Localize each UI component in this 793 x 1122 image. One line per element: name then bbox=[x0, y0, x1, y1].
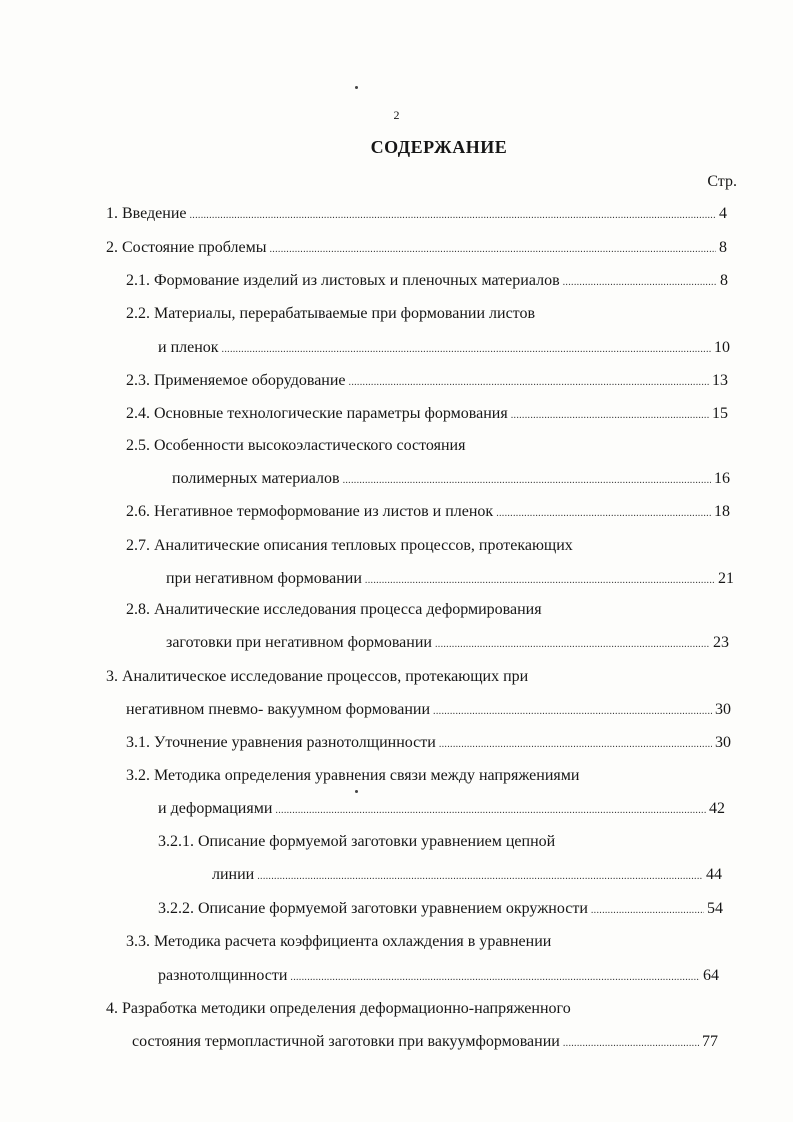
toc-entry-number: 2.3. bbox=[126, 372, 150, 389]
toc-entry-first-line bbox=[106, 665, 528, 689]
toc-entry-text: Особенности высокоэластического состояния bbox=[154, 437, 466, 454]
toc-entry-page: 30 bbox=[715, 734, 731, 751]
toc-entry-text: Материалы, перерабатываемые при формовании листов bbox=[154, 305, 535, 322]
toc-entry-number: 2. bbox=[106, 239, 118, 256]
dot-leader bbox=[563, 1032, 699, 1054]
dot-leader bbox=[591, 899, 704, 921]
toc-entry-text-cont: разнотолщинности bbox=[158, 967, 288, 984]
toc-entry-continuation bbox=[166, 631, 729, 655]
scan-speck bbox=[355, 86, 358, 89]
toc-entry bbox=[126, 269, 728, 293]
dot-leader bbox=[257, 865, 703, 887]
toc-entry-number: 2.2. bbox=[126, 305, 150, 322]
toc-entry bbox=[126, 731, 731, 755]
toc-entry-page: 4 bbox=[719, 205, 727, 222]
toc-entry-page: 18 bbox=[714, 503, 730, 520]
toc-entry bbox=[126, 500, 730, 524]
toc-entry-number: 3.1. bbox=[126, 734, 150, 751]
toc-entry-text: Аналитические описания тепловых процессов, протекающих bbox=[154, 537, 573, 554]
toc-entry-number: 2.8. bbox=[126, 601, 150, 618]
toc-entry-number: 2.1. bbox=[126, 272, 150, 289]
toc-entry-text: Аналитические исследования процесса деформирования bbox=[154, 601, 542, 618]
toc-entry-number: 4. bbox=[106, 1000, 118, 1017]
toc-entry-text: Уточнение уравнения разнотолщинности bbox=[154, 734, 436, 751]
dot-leader bbox=[275, 799, 706, 821]
toc-entry-continuation bbox=[126, 698, 731, 722]
toc-entry-text: Введение bbox=[122, 205, 187, 222]
scan-speck bbox=[355, 790, 358, 793]
dot-leader bbox=[365, 569, 715, 591]
toc-entry-first-line bbox=[126, 434, 465, 458]
page-column-header: Стр. bbox=[707, 173, 737, 190]
toc-entry-page: 21 bbox=[718, 570, 734, 587]
dot-leader bbox=[439, 733, 712, 755]
toc-entry-page: 8 bbox=[719, 239, 727, 256]
toc-entry-text-cont: заготовки при негативном формовании bbox=[166, 634, 432, 651]
toc-entry-continuation bbox=[132, 1030, 718, 1054]
toc-entry-text: Описание формуемой заготовки уравнением окружности bbox=[198, 900, 588, 917]
toc-entry-number: 1. bbox=[106, 205, 118, 222]
toc-entry-text: Аналитическое исследование процессов, протекающих при bbox=[122, 668, 529, 685]
toc-entry-continuation bbox=[158, 336, 730, 360]
toc-entry-number: 2.7. bbox=[126, 537, 150, 554]
toc-entry-page: 30 bbox=[715, 701, 731, 718]
toc-entry-continuation bbox=[212, 863, 722, 887]
toc-entry-continuation bbox=[158, 797, 725, 821]
toc-entry-number: 3. bbox=[106, 668, 118, 685]
toc-entry-text-cont: состояния термопластичной заготовки при вакуумформовании bbox=[132, 1033, 560, 1050]
dot-leader bbox=[433, 700, 712, 722]
dot-leader bbox=[290, 966, 700, 988]
toc-entry-page: 8 bbox=[720, 272, 728, 289]
toc-entry-text-cont: и пленок bbox=[158, 339, 219, 356]
toc-entry-number: 2.4. bbox=[126, 405, 150, 422]
toc-entry-first-line bbox=[158, 830, 555, 854]
toc-entry-text: Основные технологические параметры формования bbox=[154, 405, 508, 422]
dot-leader bbox=[496, 502, 711, 524]
toc-entry bbox=[126, 402, 728, 426]
toc-entry-page: 54 bbox=[707, 900, 723, 917]
toc-entry-text-cont: негативном пневмо- вакуумном формовании bbox=[126, 701, 431, 718]
toc-entry bbox=[106, 236, 727, 260]
dot-leader bbox=[511, 404, 709, 426]
toc-entry-first-line bbox=[126, 534, 573, 558]
toc-entry-page: 77 bbox=[702, 1033, 718, 1050]
toc-entry-number: 3.2.2. bbox=[158, 900, 194, 917]
toc-entry-page: 42 bbox=[709, 800, 725, 817]
page-number: 2 bbox=[393, 108, 400, 122]
toc-entry-text: Описание формуемой заготовки уравнением цепной bbox=[198, 833, 556, 850]
dot-leader bbox=[270, 238, 717, 260]
toc-entry-text: Методика расчета коэффициента охлаждения в уравнении bbox=[154, 933, 552, 950]
toc-entry-first-line bbox=[126, 598, 542, 622]
toc-entry bbox=[158, 897, 723, 921]
toc-entry-first-line bbox=[126, 930, 551, 954]
toc-entry-number: 3.2. bbox=[126, 767, 150, 784]
toc-entry-text-cont: полимерных материалов bbox=[172, 470, 340, 487]
toc-entry-continuation bbox=[172, 467, 730, 491]
toc-entry-text: Разработка методики определения деформационно-напряженного bbox=[122, 1000, 571, 1017]
toc-entry-page: 13 bbox=[712, 372, 728, 389]
toc-entry-continuation bbox=[166, 567, 734, 591]
toc-entry-page: 64 bbox=[703, 967, 719, 984]
dot-leader bbox=[349, 371, 709, 393]
toc-entry-page: 23 bbox=[713, 634, 729, 651]
dot-leader bbox=[222, 338, 711, 360]
toc-entry-first-line bbox=[106, 997, 571, 1021]
toc-entry-text: Формование изделий из листовых и пленочных материалов bbox=[154, 272, 560, 289]
dot-leader bbox=[435, 633, 710, 655]
toc-entry-number: 2.6. bbox=[126, 503, 150, 520]
toc-entry-page: 16 bbox=[714, 470, 730, 487]
toc-entry-first-line bbox=[126, 302, 535, 326]
toc-entry-page: 10 bbox=[714, 339, 730, 356]
dot-leader bbox=[343, 469, 711, 491]
toc-entry-text: Состояние проблемы bbox=[122, 239, 267, 256]
toc-entry bbox=[106, 202, 727, 226]
dot-leader bbox=[190, 204, 717, 226]
toc-entry-number: 2.5. bbox=[126, 437, 150, 454]
toc-entry-number: 3.3. bbox=[126, 933, 150, 950]
toc-entry-number: 3.2.1. bbox=[158, 833, 194, 850]
page-title: СОДЕРЖАНИЕ bbox=[370, 137, 508, 157]
toc-entry-first-line bbox=[126, 764, 579, 788]
toc-entry-text: Применяемое оборудование bbox=[154, 372, 346, 389]
toc-entry bbox=[126, 369, 728, 393]
toc-entry-page: 44 bbox=[706, 866, 722, 883]
toc-entry-text: Методика определения уравнения связи между напряжениями bbox=[154, 767, 580, 784]
toc-entry-text: Негативное термоформование из листов и пленок bbox=[154, 503, 494, 520]
toc-entry-text-cont: линии bbox=[212, 866, 255, 883]
toc-entry-text-cont: при негативном формовании bbox=[166, 570, 362, 587]
toc-entry-page: 15 bbox=[712, 405, 728, 422]
dot-leader bbox=[563, 271, 717, 293]
toc-entry-text-cont: и деформациями bbox=[158, 800, 273, 817]
toc-entry-continuation bbox=[158, 964, 719, 988]
